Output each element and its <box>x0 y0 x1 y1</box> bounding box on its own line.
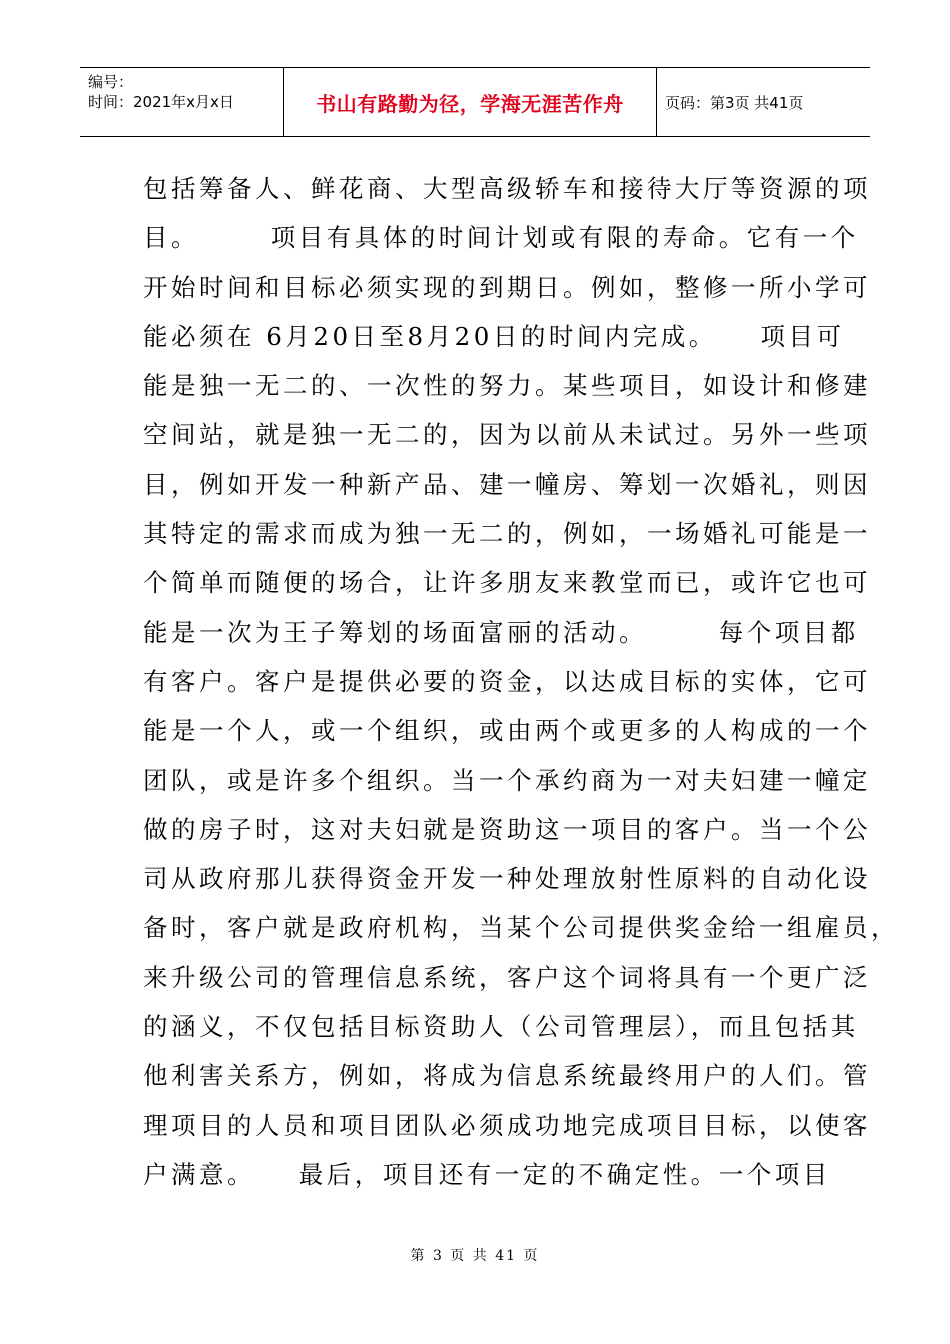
text-line: 包括筹备人、鲜花商、大型高级轿车和接待大厅等资源的项 <box>143 174 871 203</box>
date-label: 时间：2021年x月x日 <box>88 93 234 111</box>
text-line: 理项目的人员和项目团队必须成功地完成项目目标，以使客 <box>143 1110 871 1140</box>
serial-number-label: 编号： <box>88 73 134 91</box>
text-line: 做的房子时，这对夫妇就是资助这一项目的客户。当一个公 <box>143 814 871 844</box>
text-line: 的涵义，不仅包括目标资助人（公司管理层），而且包括其 <box>143 1012 859 1042</box>
text-line: 团队，或是许多个组织。当一个承约商为一对夫妇建一幢定 <box>143 765 871 795</box>
text-line: 能是一次为王子筹划的场面富丽的活动。 每个项目都 <box>143 617 859 647</box>
text-line: 他利害关系方，例如，将成为信息系统最终用户的人们。管 <box>143 1061 871 1091</box>
header-meta-cell <box>80 68 283 136</box>
text-line: 能是独一无二的、一次性的努力。某些项目，如设计和修建 <box>143 371 871 401</box>
text-line: 户满意。 最后，项目还有一定的不确定性。一个项目 <box>143 1159 831 1189</box>
text-line: 能必须在 6月20日至8月20日的时间内完成。 项目可 <box>143 321 845 351</box>
text-line: 开始时间和目标必须实现的到期日。例如，整修一所小学可 <box>143 272 871 302</box>
page-header <box>80 67 870 137</box>
text-line: 来升级公司的管理信息系统，客户这个词将具有一个更广泛 <box>143 962 871 992</box>
text-line: 目，例如开发一种新产品、建一幢房、筹划一次婚礼，则因 <box>143 469 871 499</box>
text-line: 空间站，就是独一无二的，因为以前从未试过。另外一些项 <box>143 420 871 450</box>
text-line: 其特定的需求而成为独一无二的，例如，一场婚礼可能是一 <box>143 519 871 549</box>
text-line: 目。 项目有具体的时间计划或有限的寿命。它有一个 <box>143 223 859 253</box>
text-line: 有客户。客户是提供必要的资金，以达成目标的实体，它可 <box>143 666 871 696</box>
text-line: 备时，客户就是政府机构，当某个公司提供奖金给一组雇员， <box>143 913 899 943</box>
text-line: 能是一个人，或一个组织，或由两个或更多的人构成的一个 <box>143 716 871 746</box>
text-line: 个简单而随便的场合，让许多朋友来教堂而已，或许它也可 <box>143 568 871 598</box>
page-footer: 第 3 页 共 41 页 <box>410 1248 540 1264</box>
header-page-info: 页码：第3页 共41页 <box>665 93 804 112</box>
header-motto: 书山有路勤为径，学海无涯苦作舟 <box>283 68 657 136</box>
text-line: 司从政府那儿获得资金开发一种处理放射性原料的自动化设 <box>143 864 871 894</box>
document-body <box>143 164 899 1199</box>
